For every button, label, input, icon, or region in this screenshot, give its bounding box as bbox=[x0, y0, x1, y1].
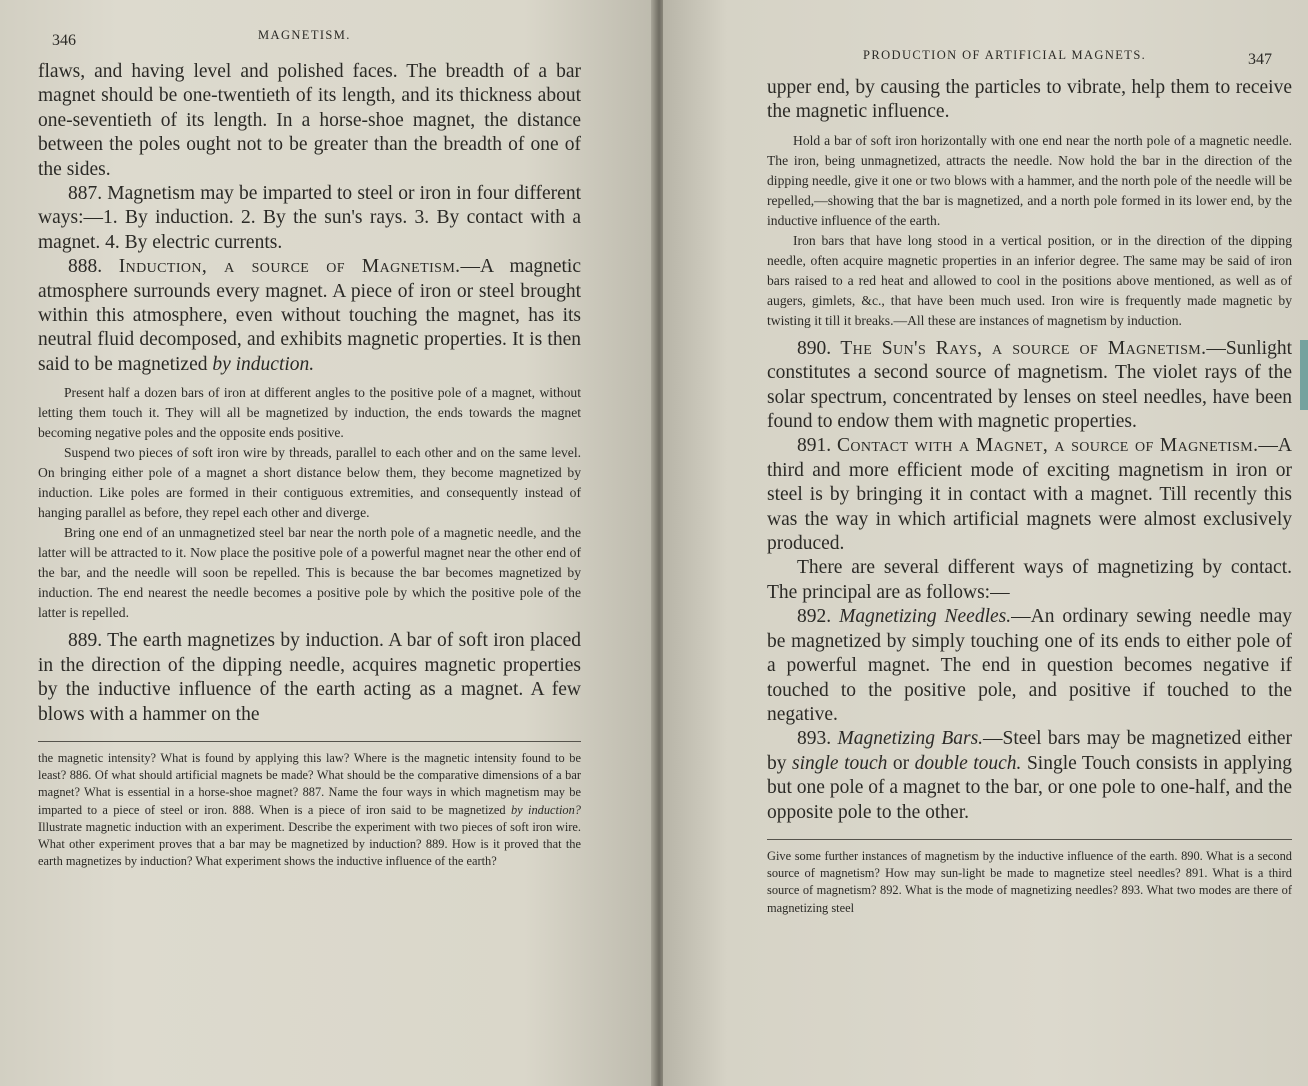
paragraph-890-heading: The Sun's Rays, a source of Magnetism. bbox=[840, 337, 1207, 359]
paragraph-891 bbox=[767, 434, 1292, 556]
left-running-head bbox=[38, 28, 581, 54]
right-running-title: PRODUCTION OF ARTIFICIAL MAGNETS. bbox=[863, 48, 1147, 62]
paragraph-892-number: 892. bbox=[797, 606, 832, 628]
review-questions-part-2: Illustrate magnetic induction with an experiment. Describe the experiment with two pieces of soft iron wire. What other experiment proves that a bar may be magnetized by induction? 889. How is it proved that the earth magnetizes by induction? What experiment shows the inductive influence of the earth? bbox=[38, 819, 581, 869]
review-questions: Give some further instances of magnetism by the inductive influence of the earth. 890. What is a second source of magnetism? How may sun-light be made to magnetize steel needles? 891. What is a third source of magnetism? 892. What is the mode of magnetizing needles? 893. What two modes are there of magnetizing steel bbox=[767, 848, 1292, 915]
paragraph-893 bbox=[767, 727, 1292, 825]
experiment-iron-bars: Iron bars that have long stood in a vertical position, or in the direction of the dipping needle, often acquire magnetic properties in an inferior degree. The same may be said of iron bars raised to a red heat and allowed to cool in the positions above mentioned, as well as of augers, gimlets, &c., that have been much used. Iron wire is frequently made magnetic by twisting it till it breaks.—All these are instances of magnetism by induction. bbox=[767, 232, 1292, 328]
paragraph-888 bbox=[38, 255, 581, 377]
paragraph-892 bbox=[767, 605, 1292, 727]
paragraph-891-number: 891. bbox=[797, 435, 832, 457]
right-page bbox=[663, 0, 1308, 1086]
paragraph-893-number: 893. bbox=[797, 728, 832, 750]
review-questions-part-1: the magnetic intensity? What is found by applying this law? Where is the magnetic intensity found to be least? 886. Of what should artificial magnets be made? What should be the comparative dimensions of a bar magnet? What is essential in a horse-shoe magnet? 887. Name the four ways in which magnetism may be imparted to a piece of steel or iron. 888. When is a piece of iron said to be magnetized bbox=[38, 750, 581, 817]
left-running-title: MAGNETISM. bbox=[258, 28, 351, 42]
paragraph-893-double-touch: double touch. bbox=[914, 752, 1022, 774]
experiment-1: Present half a dozen bars of iron at different angles to the positive pole of a magnet, without letting them touch it. They will all be magnetized by induction, the ends towards the magnet becoming negative poles and the opposite ends positive. bbox=[38, 385, 581, 441]
page-edge-tab bbox=[1300, 340, 1308, 410]
paragraph-889: 889. The earth magnetizes by induction. A bar of soft iron placed in the direction of the dipping needle, acquires magnetic properties by the inductive influence of the earth acting as a magnet. A few blows with a hammer on the bbox=[38, 630, 581, 725]
paragraph-continuation: upper end, by causing the particles to vibrate, help them to receive the magnetic influence. bbox=[767, 77, 1292, 123]
left-page-number: 346 bbox=[52, 32, 76, 49]
paragraph-893-part-a: —Steel bars may be magnetized either by bbox=[767, 728, 1293, 774]
review-questions-emphasis: by induction? bbox=[510, 802, 581, 817]
paragraph-888-body: —A magnetic atmosphere surrounds every magnet. A piece of iron or steel brought within this atmosphere, even without touching the magnet, has its neutral fluid decomposed, and exhibits magnetic properties. It is then said to be magnetized bbox=[38, 256, 581, 375]
paragraph-893-heading: Magnetizing Bars. bbox=[837, 728, 984, 750]
paragraph-887: 887. Magnetism may be imparted to steel or iron in four different ways:—1. By induction. 2. By the sun's rays. 3. By contact with a magnet. 4. By electric currents. bbox=[38, 183, 581, 253]
experiment-3: Bring one end of an unmagnetized steel bar near the north pole of a magnetic needle, and the latter will be attracted to it. Now place the positive pole of a powerful magnet near the other end of the bar, and the needle will soon be repelled. This is because the bar becomes magnetized by induction. The end nearest the needle becomes a positive pole by which the positive pole of the latter is repelled. bbox=[38, 525, 581, 621]
paragraph-893-or: or bbox=[892, 752, 910, 774]
paragraph-891-heading: Contact with a Magnet, a source of Magnetism. bbox=[836, 435, 1259, 457]
paragraph-892-heading: Magnetizing Needles. bbox=[839, 606, 1012, 628]
paragraph-891-body: —A third and more efficient mode of exciting magnetism in iron or steel is by bringing it in contact with a magnet. Till recently this was the way in which artificial magnets were almost exclusively produced. bbox=[767, 435, 1293, 555]
review-questions bbox=[38, 750, 581, 870]
experiment-2: Suspend two pieces of soft iron wire by threads, parallel to each other and on the same level. On bringing either pole of a magnet a short distance below them, they become magnetized by induction. Like poles are formed in their contiguous extremities, and consequently instead of hanging parallel as before, they repel each other and diverge. bbox=[38, 445, 581, 521]
paragraph-888-emphasis: by induction. bbox=[212, 353, 315, 375]
experiment-earth-induction: Hold a bar of soft iron horizontally with one end near the north pole of a magnetic needle. The iron, being unmagnetized, attracts the needle. Now hold the bar in the direction of the dipping needle, give it one or two blows with a hammer, and the north pole of the needle will be repelled,—showing that the bar is magnetized, and a north pole formed in its lower end, by the inductive influence of the earth. bbox=[767, 132, 1292, 228]
paragraph-890-body: —Sunlight constitutes a second source of magnetism. The violet rays of the solar spectrum, concentrated by lenses on steel needles, have been found to endow them with magnetic properties. bbox=[767, 337, 1292, 433]
paragraph-888-number: 888. bbox=[68, 256, 103, 278]
paragraph-893-single-touch: single touch bbox=[792, 752, 888, 774]
paragraph-continuation: flaws, and having level and polished faces. The breadth of a bar magnet should be one-twentieth of its length, and its thickness about one-seventieth of its length. In a horse-shoe magnet, the distance between the poles ought not to be greater than the breadth of one of the sides. bbox=[38, 61, 581, 180]
paragraph-890-number: 890. bbox=[797, 337, 832, 359]
paragraph-892-body: —An ordinary sewing needle may be magnetized by simply touching one of its ends to either pole of a powerful magnet. The end in question becomes negative if touched to the positive pole, and positive if touched to the negative. bbox=[767, 606, 1293, 725]
right-page-number: 347 bbox=[1248, 51, 1272, 68]
right-running-head bbox=[767, 40, 1292, 66]
footnote-rule bbox=[38, 741, 581, 742]
footnote-rule bbox=[767, 839, 1292, 840]
paragraph-893-part-b: Single Touch consists in applying but one pole of a magnet to the bar, or one pole to one-half, and the opposite pole to the other. bbox=[767, 752, 1293, 823]
paragraph-888-heading: Induction, a source of Magnetism. bbox=[118, 256, 461, 278]
paragraph-contact-ways: There are several different ways of magnetizing by contact. The principal are as follows:— bbox=[767, 557, 1292, 603]
paragraph-890 bbox=[767, 337, 1292, 435]
